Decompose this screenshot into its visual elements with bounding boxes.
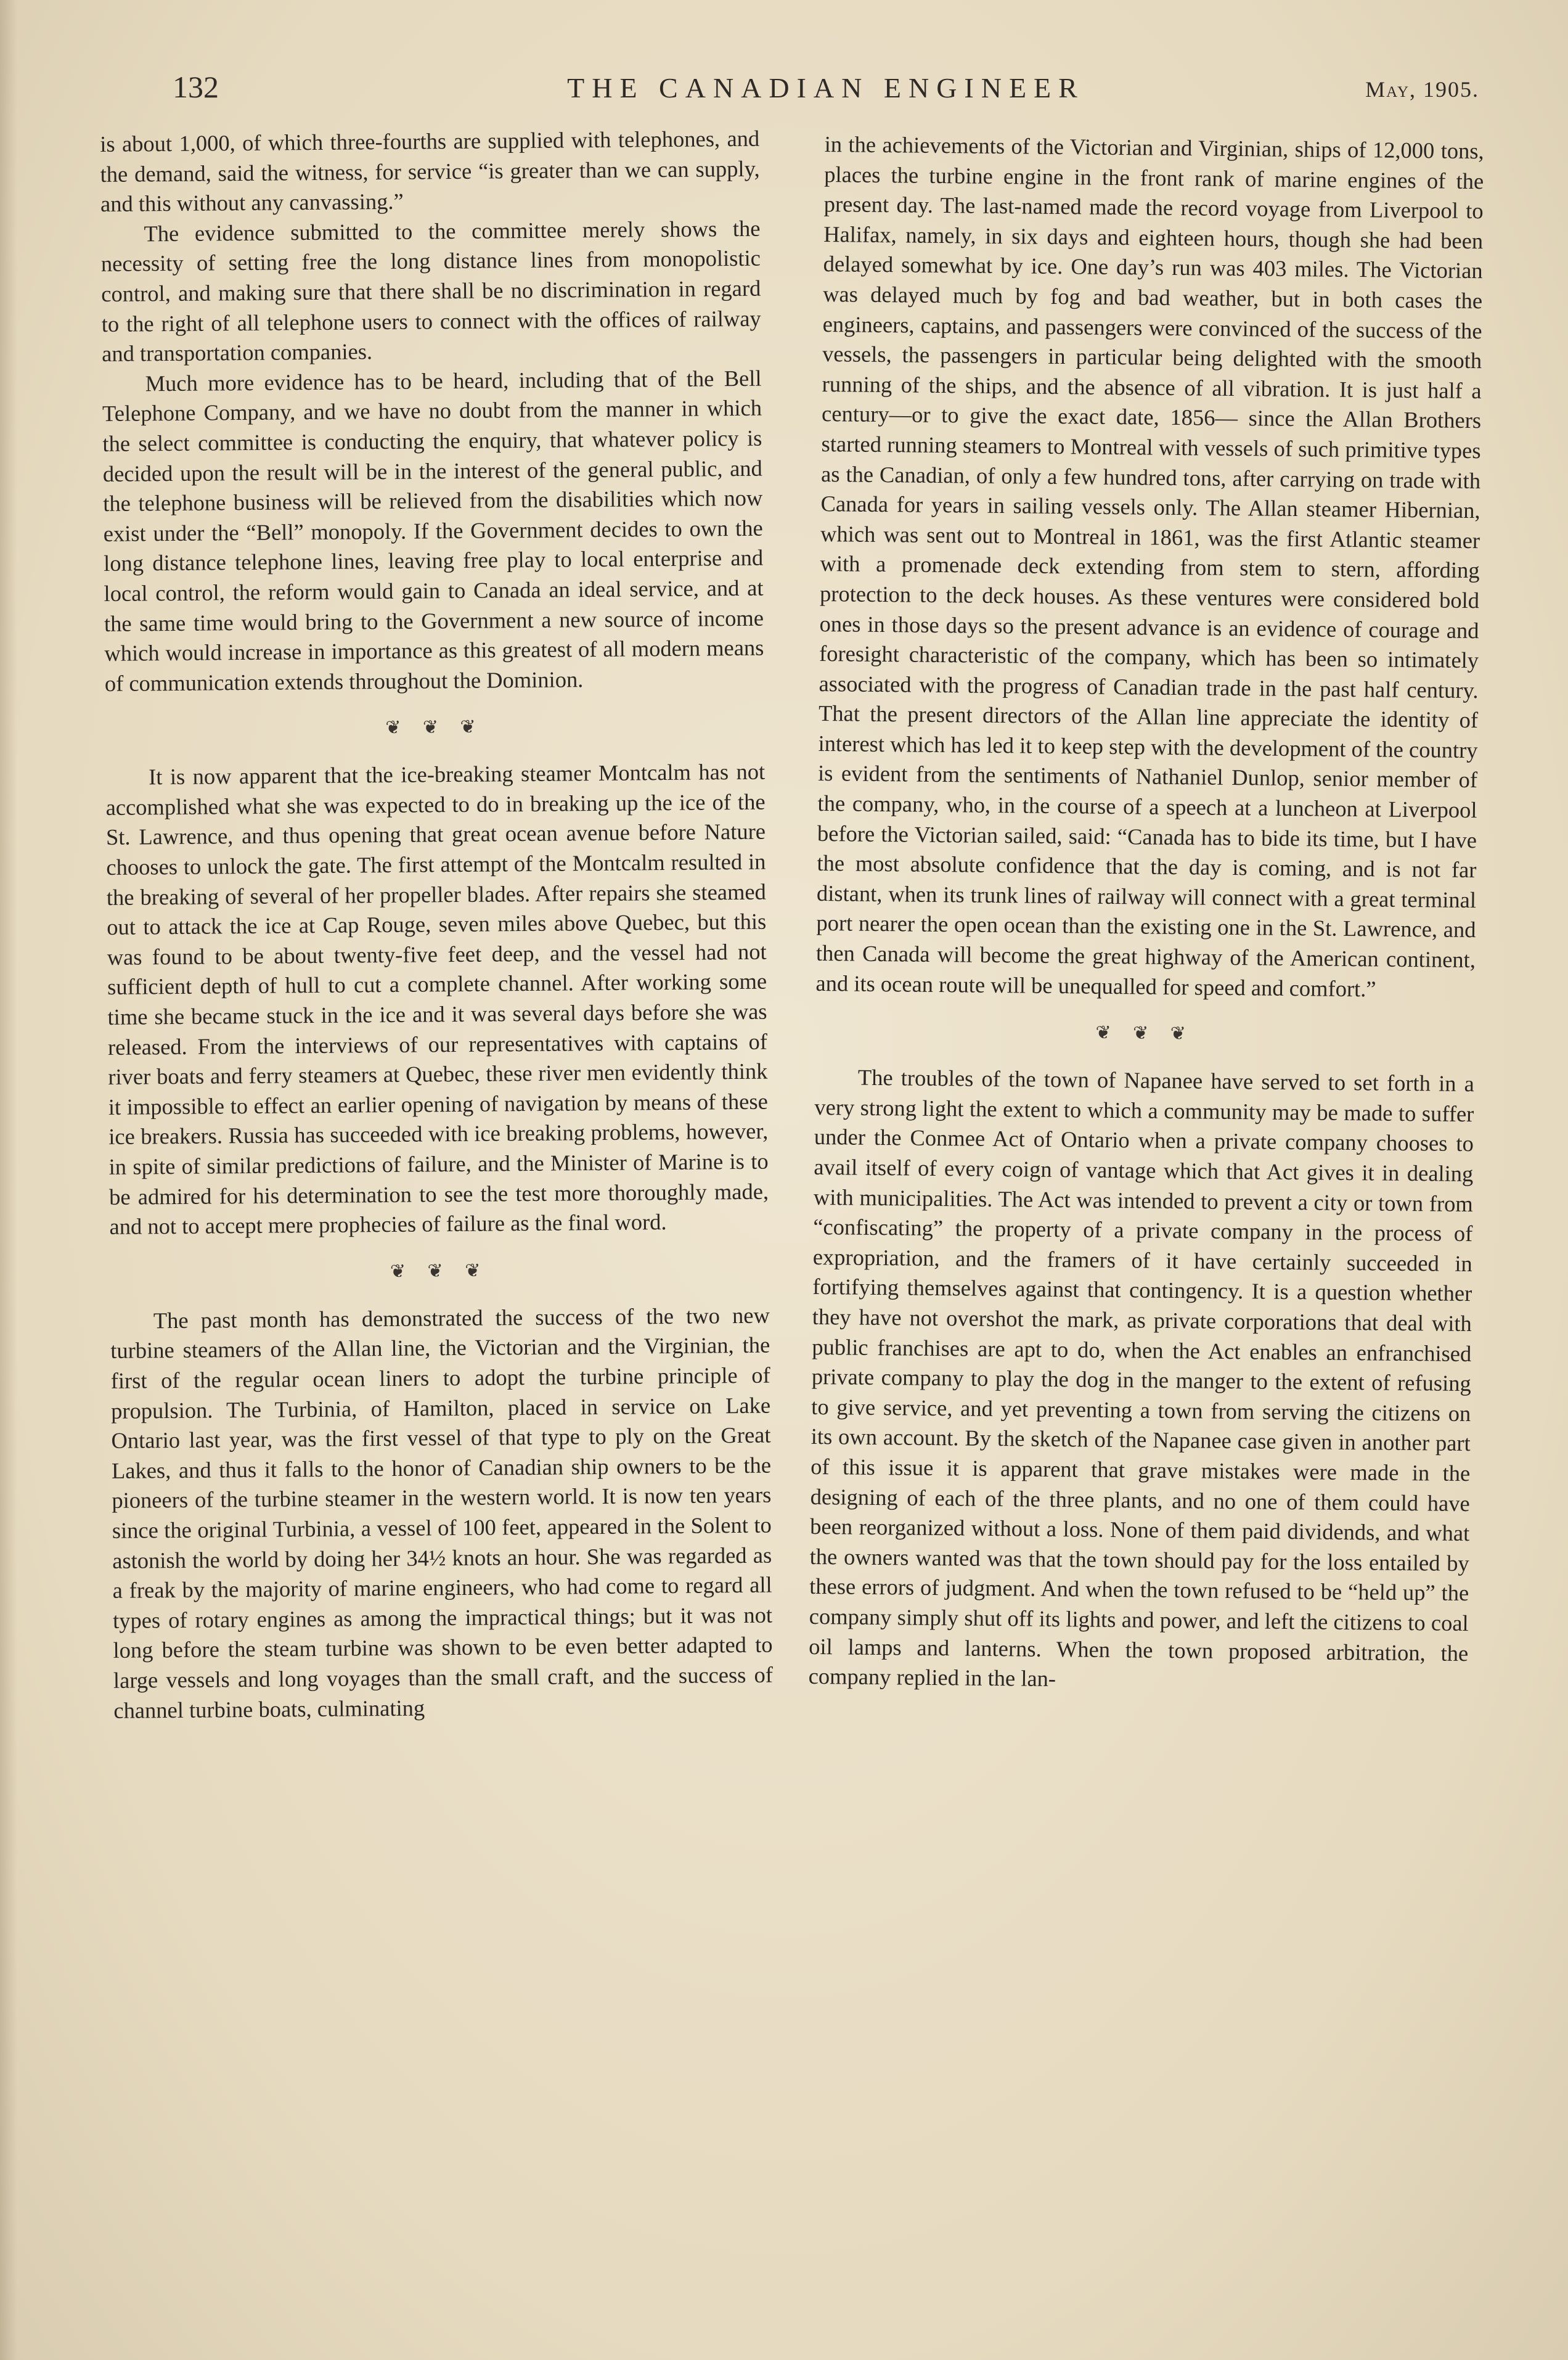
paragraph: The troubles of the town of Napanee have served to set forth in a very strong light the extent to which a community may be made to suffer under the Conmee Act of Ontario when a private company chooses to avail itself of every coign of vantage which that Act gives it in dealing with municipalities. The Act was intended to prevent a city or town from “confiscating” the property of a private company in the process of expropriation, and the framers of it have certainly succeeded in fortifying themselves against that contingency. It is a question whether they have not overshot the mark, as private corporations that deal with public franchises are apt to do, when the Act enables an enfranchised private company to play the dog in the manger to the extent of refusing to give service, and yet preventing a town from serving the citizens on its own account. By the sketch of the Napanee case given in another part of this issue it is apparent that grave mistakes were made in the designing of each of the three plants, and no one of them could have been reorganized without a loss. None of them paid dividends, and what the owners wanted was that the town should pay for the loss entailed by these errors of judgment. And when the town refused to be “held up” the company simply shut off its lights and power, and left the citizens to coal oil lamps and lanterns. When the town proposed arbitration, the company replied in the lan- — [808, 1064, 1475, 1692]
paragraph: Much more evidence has to be heard, including that of the Bell Telephone Company, and we have no doubt from the manner in which the select committee is conducting the enquiry, that whatever policy is decided upon the result will be in the interest of the general public, and the telephone business will be relieved from the disabilities which now exist under the “Bell” monopoly. If the Government decides to own the long distance telephone lines, leaving free play to local enterprise and local control, the reform would gain to Canada an ideal service, and at the same time would bring to the Government a new source of income which would increase in importance as this greatest of all modern means of communication extends throughout the Dominion. — [102, 365, 764, 696]
paragraph: is about 1,000, of which three-fourths are supplied with telephones, and the demand, said the witness, for service “is greater than we can supply, and this without any canvassing.” — [100, 125, 760, 217]
page-number: 132 — [173, 70, 219, 104]
section-ornament: ❦ ❦ ❦ — [385, 716, 484, 739]
journal-title: THE CANADIAN ENGINEER — [567, 72, 1085, 104]
paragraph: in the achievements of the Victorian and Virginian, ships of 12,000 tons, places the turbine engine in the front rank of marine engines of the present day. The last-named made the record voyage from Liverpool to Halifax, namely, in six days and eighteen hours, though she had been delayed somewhat by ice. One day’s run was 403 miles. The Victorian was delayed much by fog and bad weather, but in both cases the engineers, captains, and passengers were convinced of the success of the vessels, the passengers in particular being delighted with the smooth running of the ships, and the absence of all vibration. It is just half a century—or to give the exact date, 1856— since the Allan Brothers started running steamers to Montreal with vessels of such primitive types as the Canadian, of only a few hundred tons, after carrying on trade with Canada for years in sailing vessels only. The Allan steamer Hibernian, which was sent out to Montreal in 1861, was the first Atlantic steamer with a promenade deck extending from stem to stern, affording protection to the deck houses. As these ventures were considered bold ones in those days so the present advance is an evidence of courage and foresight characteristic of the company, which has been so intimately associated with the progress of Canadian trade in the past half century. That the present directors of the Allan line appreciate the identity of interest which has led it to keep step with the development of the country is evident from the sentiments of Nathaniel Dunlop, senior member of the company, who, in the course of a speech at a luncheon at Liverpool before the Victorian sailed, said: “Canada has to bide its time, but I have the most absolute confidence that the day is coming, and is not far distant, when its trunk lines of railway will connect with a great terminal port nearer the open ocean than the existing one in the St. Lawrence, and then Canada will become the great highway of the American continent, and its ocean route will be unequalled for speed and comfort.” — [815, 131, 1484, 1002]
left-column — [100, 124, 774, 1726]
paragraph: The evidence submitted to the committee merely shows the necessity of setting free the long distance lines from monopolistic control, and making sure that there shall be no discrimination in regard to the right of all telephone users to connect with the offices of railway and transportation companies. — [100, 215, 761, 367]
right-column — [808, 129, 1484, 1698]
section-ornament: ❦ ❦ ❦ — [1095, 1022, 1195, 1044]
issue-date: May, 1905. — [1365, 77, 1479, 102]
page-edge-shadow — [0, 0, 17, 2360]
paragraph: The past month has demonstrated the success of the two new turbine steamers of the Allan line, the Victorian and the Virginian, the first of the regular ocean liners to adopt the turbine principle of propulsion. The Turbinia, of Hamilton, placed in service on Lake Ontario last year, was the first vessel of that type to ply on the Great Lakes, and thus it falls to the honor of Canadian ship owners to be the pioneers of the turbine steamer in the western world. It is now ten years since the original Turbinia, a vessel of 100 feet, appeared in the Solent to astonish the world by doing her 34½ knots an hour. She was regarded as a freak by the majority of marine engineers, who had come to regard all types of rotary engines as among the impractical things; but it was not long before the steam turbine was shown to be even better adapted to large vessels and long voyages than the small craft, and the success of channel turbine boats, culminating — [110, 1302, 774, 1723]
page-header — [173, 69, 1479, 118]
section-ornament: ❦ ❦ ❦ — [390, 1260, 489, 1282]
paragraph: It is now apparent that the ice-breaking steamer Montcalm has not accomplished what she was expected to do in breaking up the ice of the St. Lawrence, and thus opening that great ocean avenue before Nature chooses to unlock the gate. The first attempt of the Montcalm resulted in the breaking of several of her propeller blades. After repairs she steamed out to attack the ice at Cap Rouge, seven miles above Quebec, but this was found to be about twenty-five feet deep, and the vessel had not sufficient depth of hull to cut a complete channel. After working some time she became stuck in the ice and it was several days before she was released. From the interviews of our representatives with captains of river boats and ferry steamers at Quebec, these river men evidently think it impossible to effect an earlier opening of navigation by means of these ice breakers. Russia has succeeded with ice breaking problems, however, in spite of similar predictions of failure, and the Minister of Marine is to be admired for his determination to see the test more thoroughly made, and not to accept mere prophecies of failure as the final word. — [105, 758, 769, 1240]
